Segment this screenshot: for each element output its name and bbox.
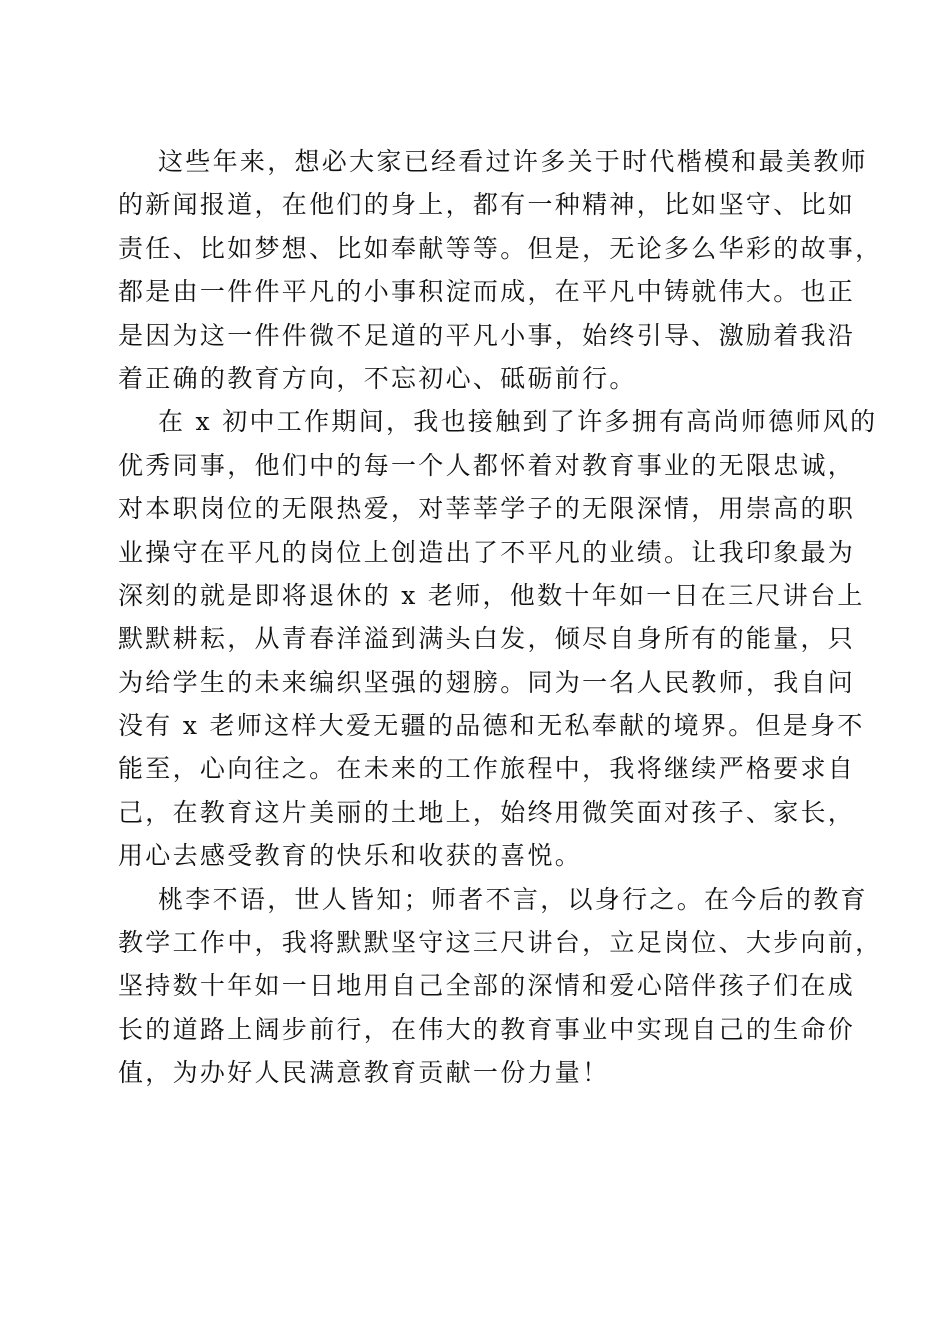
text-line: 是因为这一件件微不足道的平凡小事，始终引导、激励着我沿 [118, 320, 856, 350]
text-line: 着正确的教育方向，不忘初心、砥砺前行。 [118, 363, 637, 393]
paragraph-2 [118, 400, 878, 877]
text-line: 坚持数十年如一日地用自己全部的深情和爱心陪伴孩子们在成 [118, 971, 856, 1001]
text-line: 长的道路上阔步前行，在伟大的教育事业中实现自己的生命价 [118, 1014, 856, 1044]
text-line: 深刻的就是即将退休的 x 老师，他数十年如一日在三尺讲台上 [118, 580, 865, 610]
body-text [118, 140, 883, 1095]
text-line: 业操守在平凡的岗位上创造出了不平凡的业绩。让我印象最为 [118, 537, 856, 567]
text-line: 桃李不语，世人皆知；师者不言，以身行之。在今后的教育 [158, 884, 868, 914]
text-line: 值，为办好人民满意教育贡献一份力量！ [118, 1058, 610, 1088]
text-line: 责任、比如梦想、比如奉献等等。但是，无论多么华彩的故事， [118, 233, 883, 263]
text-line: 优秀同事，他们中的每一个人都怀着对教育事业的无限忠诚， [118, 450, 856, 480]
text-line: 能至，心向往之。在未来的工作旅程中，我将继续严格要求自 [118, 754, 856, 784]
text-line: 对本职岗位的无限热爱，对莘莘学子的无限深情，用崇高的职 [118, 494, 856, 524]
text-line: 这些年来，想必大家已经看过许多关于时代楷模和最美教师 [158, 147, 868, 176]
paragraph-1 [118, 140, 883, 400]
text-line: 教学工作中，我将默默坚守这三尺讲台，立足岗位、大步向前， [118, 928, 883, 958]
paragraph-3 [118, 878, 883, 1095]
text-line: 在 x 初中工作期间，我也接触到了许多拥有高尚师德师风的 [158, 407, 878, 437]
text-line: 为给学生的未来编织坚强的翅膀。同为一名人民教师，我自问 [118, 667, 856, 697]
text-line: 默默耕耘，从青春洋溢到满头白发，倾尽自身所有的能量，只 [118, 624, 856, 654]
text-line: 都是由一件件平凡的小事积淀而成，在平凡中铸就伟大。也正 [118, 277, 856, 307]
text-line: 用心去感受教育的快乐和收获的喜悦。 [118, 841, 583, 871]
text-line: 己，在教育这片美丽的土地上，始终用微笑面对孩子、家长， [118, 797, 856, 827]
text-line: 的新闻报道，在他们的身上，都有一种精神，比如坚守、比如 [118, 190, 856, 220]
text-line: 没有 x 老师这样大爱无疆的品德和无私奉献的境界。但是身不 [118, 711, 865, 741]
